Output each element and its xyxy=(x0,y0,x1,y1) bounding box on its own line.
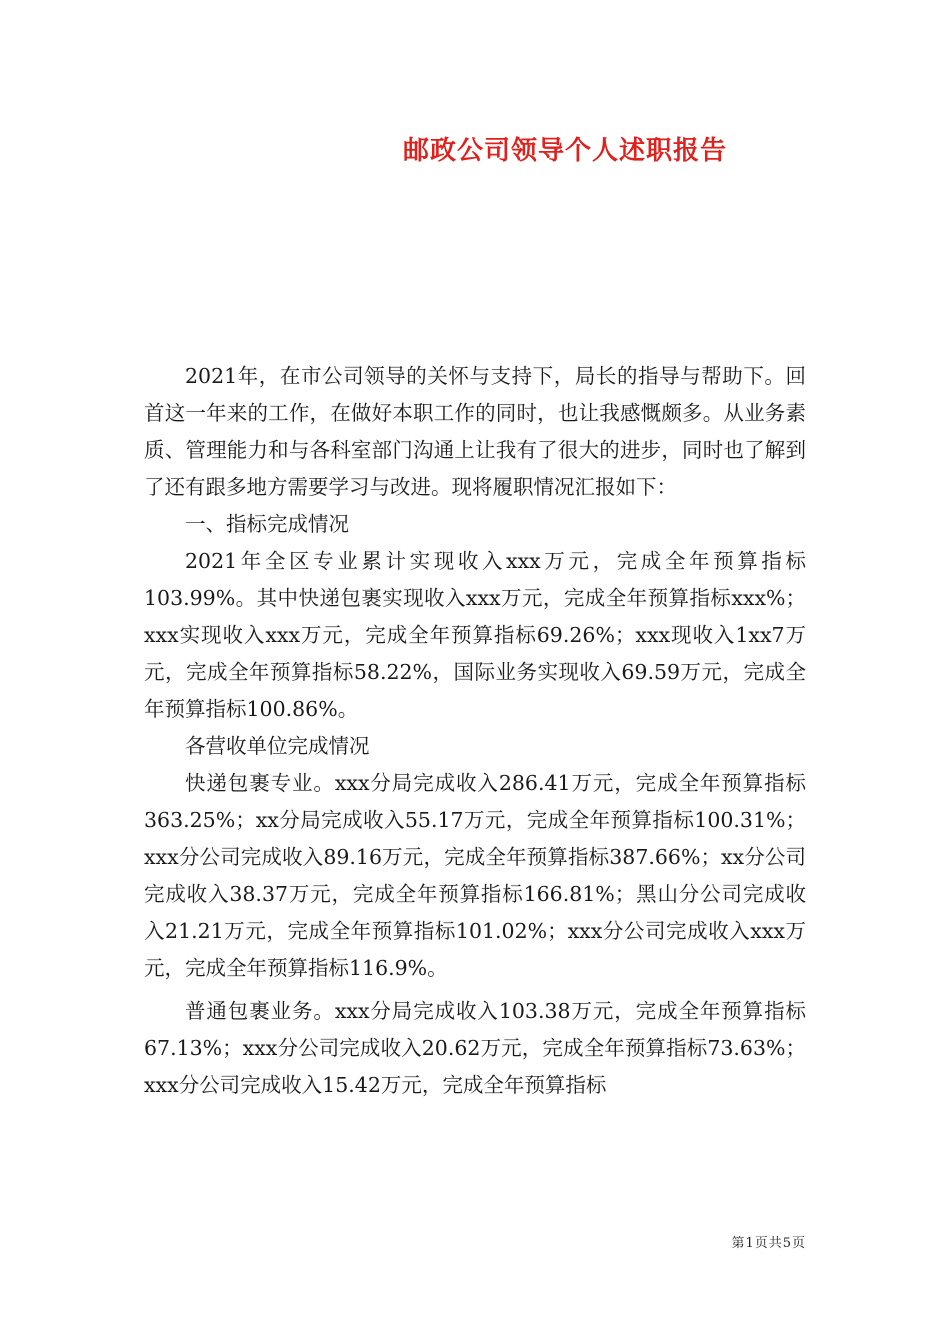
paragraph-express: 快递包裹专业。xxx分局完成收入286.41万元，完成全年预算指标363.25%；xx分局完成收入55.17万元，完成全年预算指标100.31%；xxx分公司完成收入89.16万元，完成全年预算指标387.66%；xx分公司完成收入38.37万元，完成全年预算指标166.81%；黑山分公司完成收入21.21万元，完成全年预算指标101.02%；xxx分公司完成收入xxx万元，完成全年预算指标116.9%。 xyxy=(144,771,806,980)
page-number: 第1页共5页 xyxy=(731,1236,806,1251)
paragraph-intro: 2021年，在市公司领导的关怀与支持下，局长的指导与帮助下。回首这一年来的工作，在做好本职工作的同时，也让我感慨颇多。从业务素质、管理能力和与各科室部门沟通上让我有了很大的进步，同时也了解到了还有跟多地方需要学习与改进。现将履职情况汇报如下： xyxy=(144,364,806,499)
document-title: 邮政公司领导个人述职报告 xyxy=(402,136,727,166)
paragraph-indicators: 2021年全区专业累计实现收入xxx万元，完成全年预算指标103.99%。其中快递包裹实现收入xxx万元，完成全年预算指标xxx%；xxx实现收入xxx万元，完成全年预算指标69.26%；xxx现收入1xx7万元，完成全年预算指标58.22%，国际业务实现收入69.59万元，完成全年预算指标100.86%。 xyxy=(144,549,806,721)
subheading-units: 各营收单位完成情况 xyxy=(185,734,370,758)
document-body xyxy=(144,358,806,1104)
section-heading-indicators: 一、指标完成情况 xyxy=(185,512,349,536)
paragraph-parcel: 普通包裹业务。xxx分局完成收入103.38万元，完成全年预算指标67.13%；xxx分公司完成收入20.62万元，完成全年预算指标73.63%；xxx分公司完成收入15.42万元，完成全年预算指标 xyxy=(144,999,806,1097)
